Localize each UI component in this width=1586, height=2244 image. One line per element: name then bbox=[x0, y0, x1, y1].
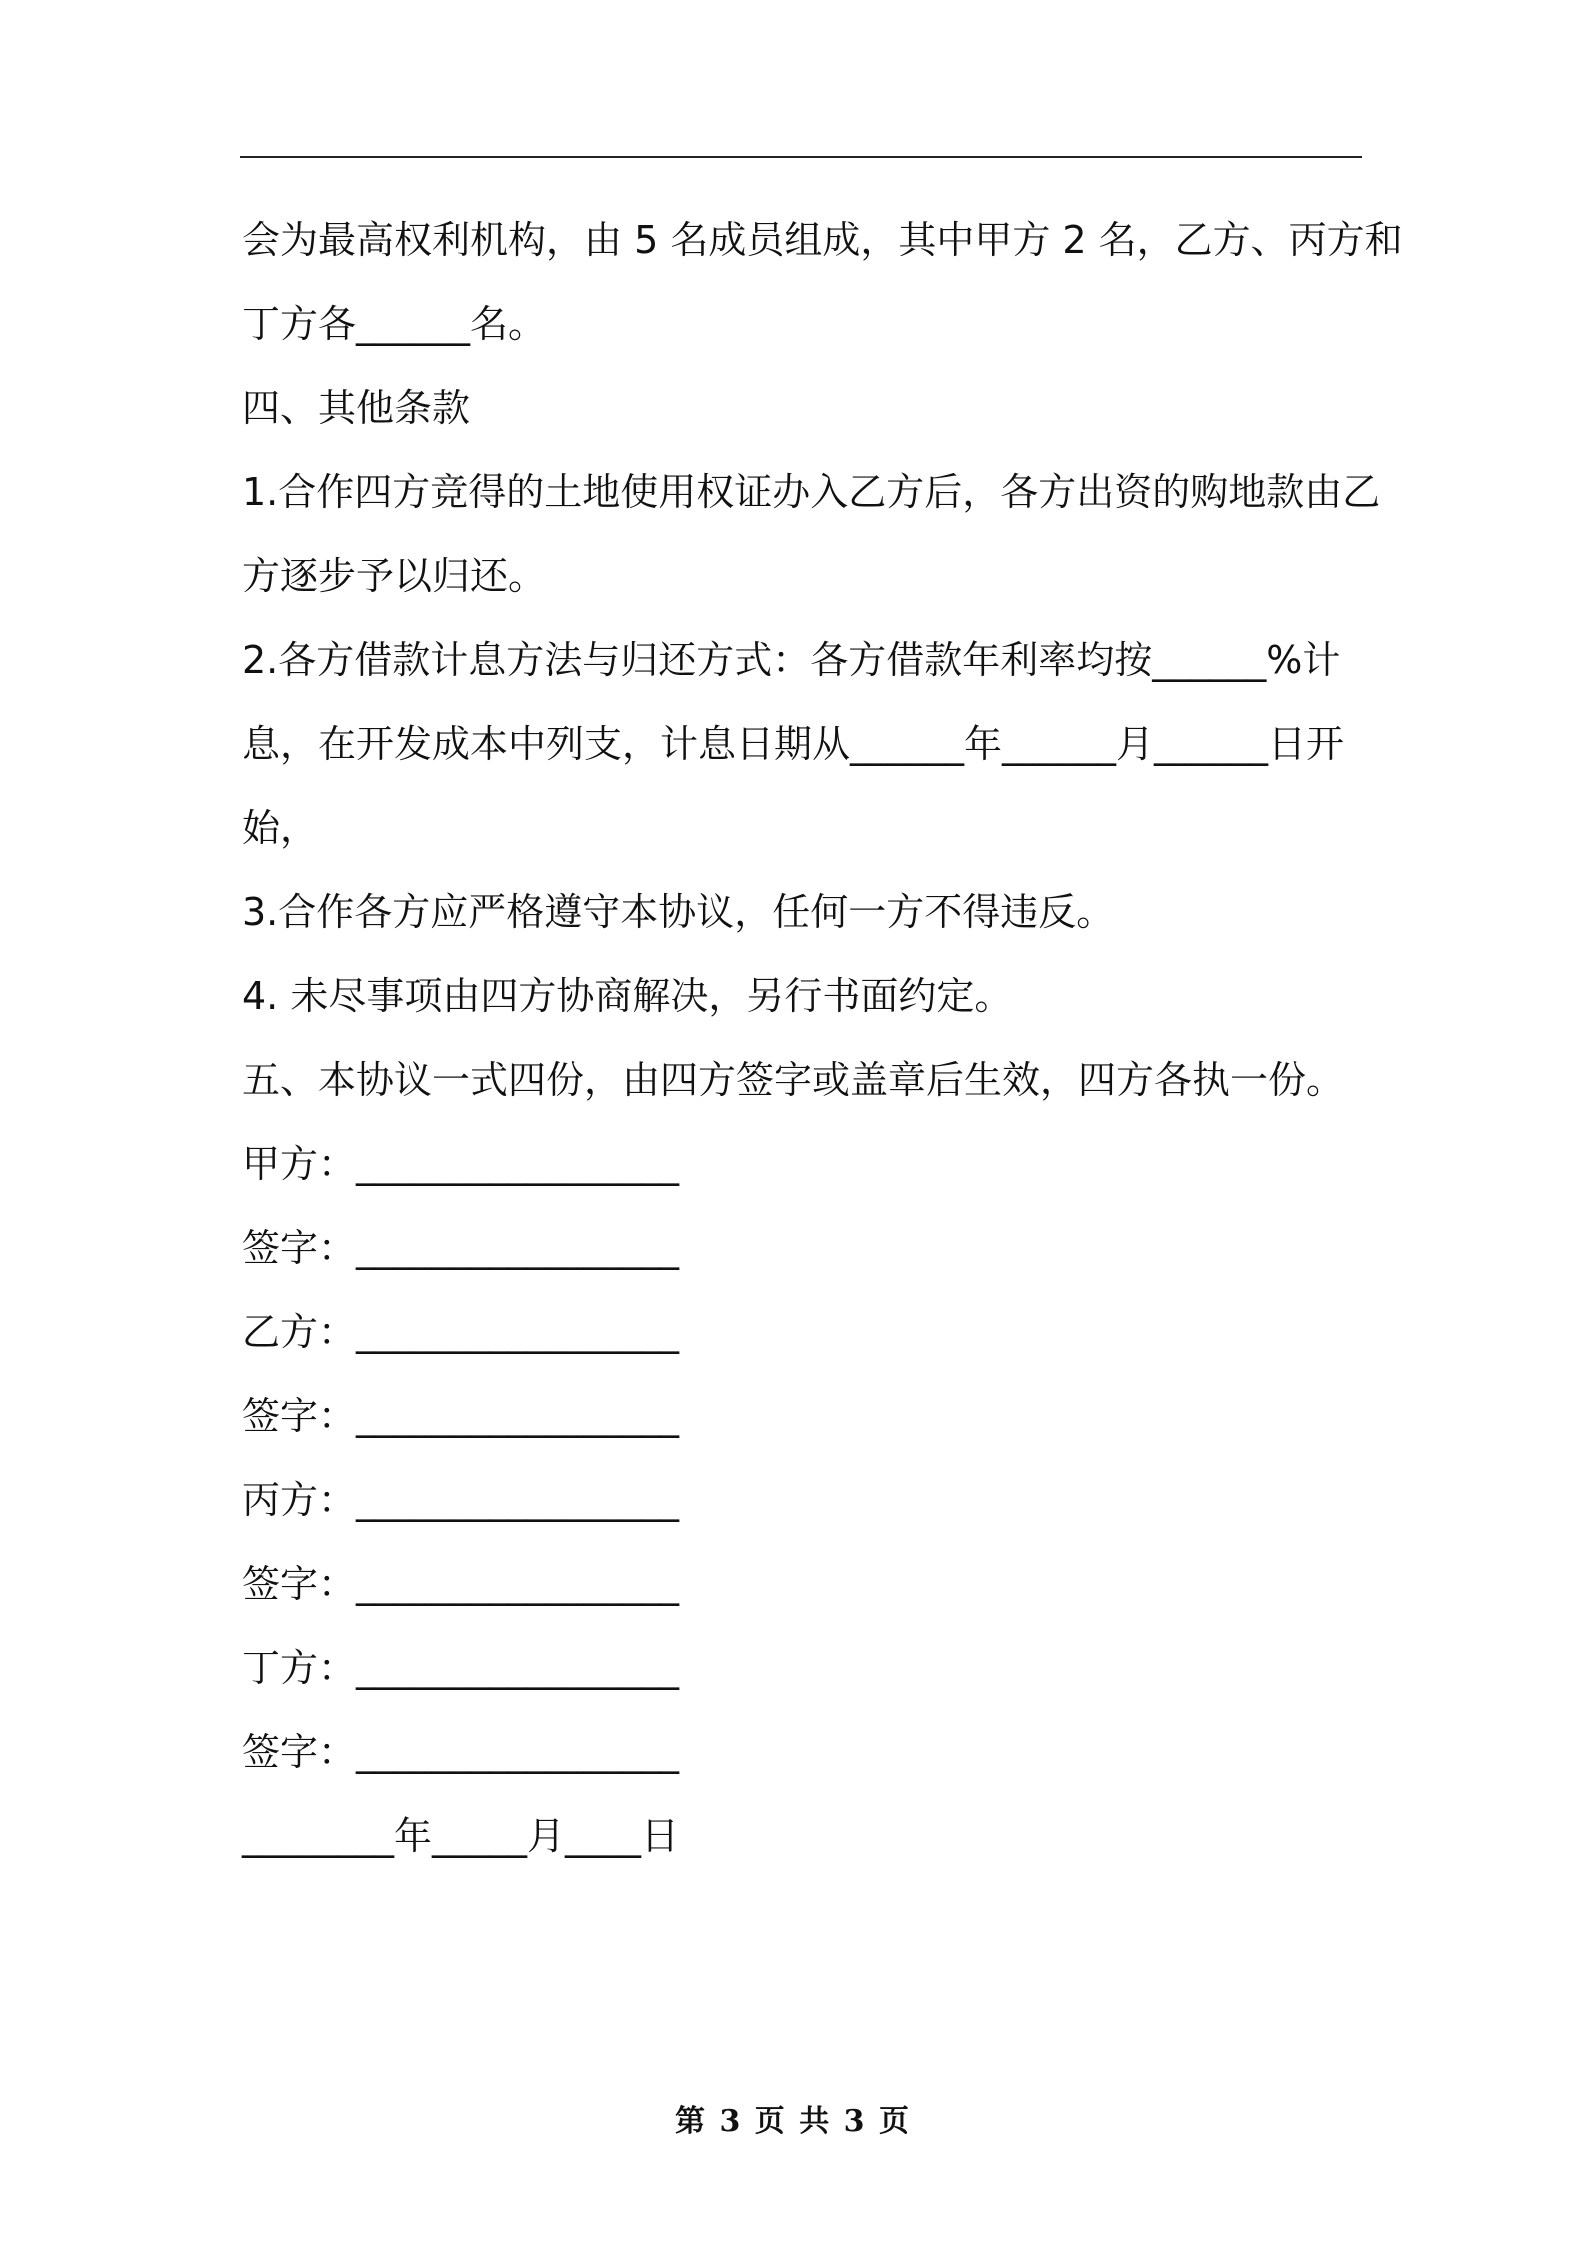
signature-line: 签字：_________________ bbox=[242, 1226, 680, 1270]
signature-line: 丁方：_________________ bbox=[242, 1646, 680, 1690]
document-body bbox=[242, 198, 1403, 1878]
signature-line: 签字：_________________ bbox=[242, 1394, 680, 1438]
signature-line: 签字：_________________ bbox=[242, 1562, 680, 1606]
body-line: 息，在开发成本中列支，计息日期从______年______月______日开 bbox=[242, 722, 1345, 766]
page-indicator: 第 3 页 共 3 页 bbox=[675, 2104, 911, 2139]
signature-line: 甲方：_________________ bbox=[242, 1142, 680, 1186]
signature-line: 丙方：_________________ bbox=[242, 1478, 680, 1522]
section-heading: 四、其他条款 bbox=[242, 386, 471, 430]
header-rule bbox=[240, 156, 1362, 158]
body-line: 2.各方借款计息方法与归还方式：各方借款年利率均按______%计 bbox=[242, 638, 1341, 682]
body-line: 3.合作各方应严格遵守本协议，任何一方不得违反。 bbox=[242, 890, 1115, 934]
signature-line: 签字：_________________ bbox=[242, 1730, 680, 1774]
section-heading: 五、本协议一式四份，由四方签字或盖章后生效，四方各执一份。 bbox=[242, 1058, 1345, 1102]
body-line: 始， bbox=[242, 806, 319, 850]
signature-line: 乙方：_________________ bbox=[242, 1310, 680, 1354]
body-line: 4. 未尽事项由四方协商解决，另行书面约定。 bbox=[242, 974, 1013, 1018]
body-line: 1.合作四方竞得的土地使用权证办入乙方后，各方出资的购地款由乙 bbox=[242, 470, 1381, 514]
body-line: 方逐步予以归还。 bbox=[242, 554, 547, 598]
body-line: 丁方各______名。 bbox=[242, 302, 547, 346]
date-line: ________年_____月____日 bbox=[242, 1814, 680, 1858]
body-line: 会为最高权利机构，由 5 名成员组成，其中甲方 2 名，乙方、丙方和 bbox=[242, 218, 1403, 262]
